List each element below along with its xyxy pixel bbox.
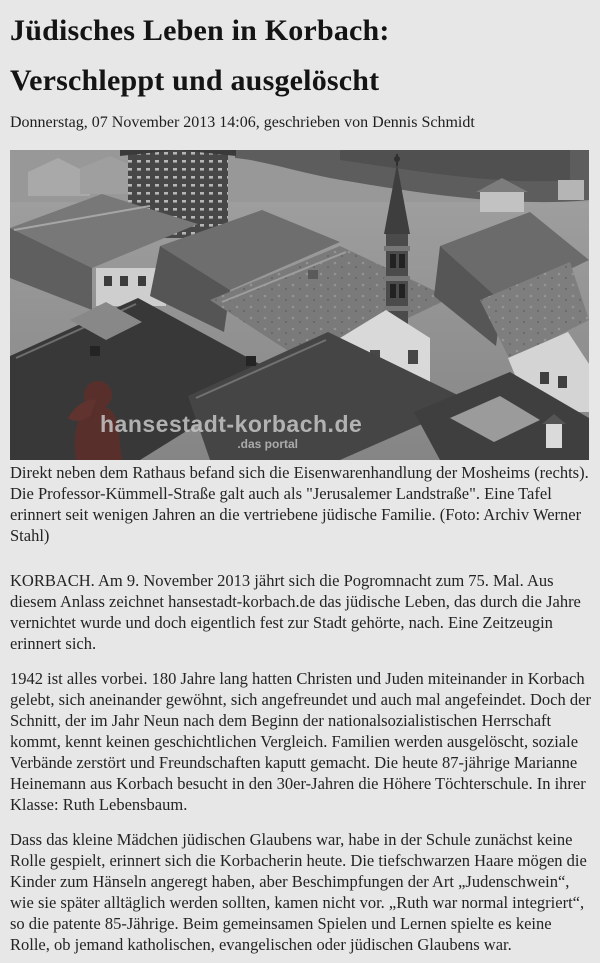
article-dateline: Donnerstag, 07 November 2013 14:06, geschrieben von Dennis Schmidt (10, 114, 475, 131)
page-title-line1: Jüdisches Leben in Korbach: (10, 14, 390, 47)
page-title-line2: Verschleppt und ausgelöscht (10, 64, 380, 97)
watermark-site-text: hansestadt-korbach.de (100, 411, 363, 437)
article-photo-figure (10, 150, 590, 546)
article-paragraph-1: KORBACH. Am 9. November 2013 jährt sich die Pogromnacht zum 75. Mal. Aus diesem Anlass zeichnet hansestadt-korbach.de das jüdische Leben, das durch die Jahre vernichtet wurde und doch eigentlich fest zur Stadt gehörte, nach. Eine Zeitzeugin erinnert sich. (10, 571, 581, 653)
article-body (10, 570, 590, 955)
article-paragraph-3: Dass das kleine Mädchen jüdischen Glaubens war, habe in der Schule zunächst keine Rolle gespielt, erinnert sich die Korbacherin heute. Die tiefschwarzen Haare mögen die Kinder zum Hänseln angeregt haben, aber Beschimpfungen der Art „Judenschwein“, wie sie später alltäglich werden sollten, kamen nicht vor. „Ruth war normal integriert“, so die patente 85-Jährige. Beim gemeinsamen Spielen und Lernen spielte es keine Rolle, ob jemand katholischen, evangelischen oder jüdischen Glaubens war. (10, 830, 587, 954)
page-title (10, 6, 590, 106)
watermark-portal-text: .das portal (237, 437, 298, 451)
photo-caption: Direkt neben dem Rathaus befand sich die Eisenwarenhandlung der Mosheims (rechts). Die Professor-Kümmell-Straße galt auch als "Jerusalemer Landstraße". Eine Tafel erinnert seit wenigen Jahren an die vertriebene jüdische Familie. (Foto: Archiv Werner Stahl) (10, 463, 589, 545)
aerial-town-photo (10, 150, 589, 460)
article-paragraph-2: 1942 ist alles vorbei. 180 Jahre lang hatten Christen und Juden miteinander in Korbach gelebt, sich aneinander gewöhnt, sich angefreundet und auch mal angefeindet. Doch der Schnitt, der im Jahr Neun nach dem Beginn der nationalsozialistischen Herrschaft kommt, kennt keinen geschichtlichen Vergleich. Familien werden ausgelöscht, soziale Verbände zerstört und Freundschaften kaputt gemacht. Die heute 87-jährige Marianne Heinemann aus Korbach besucht in den 30er-Jahren die Höhere Töchterschule. In ihrer Klasse: Ruth Lebensbaum. (10, 669, 591, 814)
